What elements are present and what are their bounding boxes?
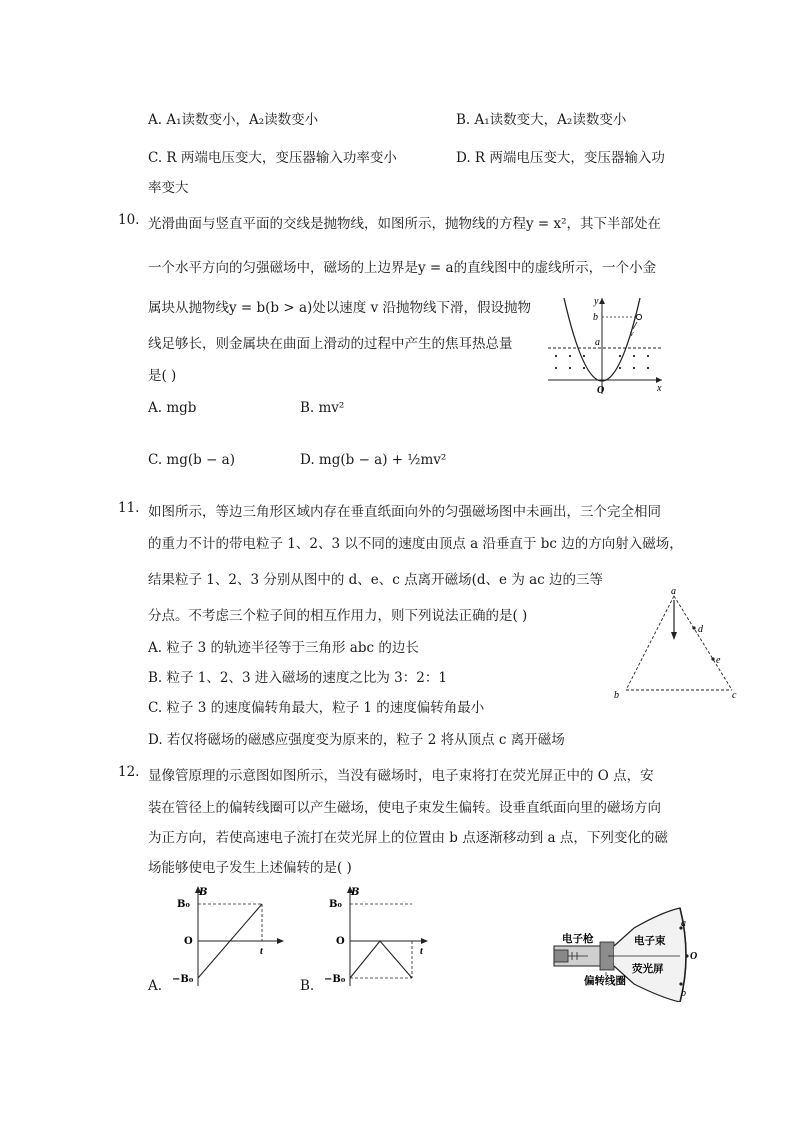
graph-b-B: B <box>351 887 360 898</box>
q10-option-a: A. mgb <box>148 400 197 416</box>
graph-a-label: A. <box>148 978 163 994</box>
q9-option-b: B. A₁读数变大，A₂读数变小 <box>456 112 627 128</box>
q11-line1: 如图所示，等边三角形区域内存在垂直纸面向外的匀强磁场图中未画出，三个完全相同 <box>148 504 661 520</box>
graph-a-negB0: −B₀ <box>172 974 194 985</box>
fig-v-label: v <box>630 329 634 338</box>
graph-b-t: t <box>420 946 423 957</box>
q12-line1: 显像管原理的示意图如图所示，当没有磁场时，电子束将打在荧光屏正中的 O 点，安 <box>148 768 654 784</box>
graph-a-t: t <box>260 946 263 957</box>
q9-option-d: D. R 两端电压变大，变压器输入功 <box>456 150 665 166</box>
q11-option-c: C. 粒子 3 的速度偏转角最大，粒子 1 的速度偏转角最小 <box>148 700 485 716</box>
q10-option-c: C. mg(b − a) <box>148 452 235 468</box>
tube-screen-label: 荧光屏 <box>632 963 664 975</box>
tri-b-label: b <box>614 690 619 701</box>
tube-beam-label: 电子束 <box>634 935 666 947</box>
fig-b-label: b <box>593 312 598 323</box>
graph-a-B: B <box>199 887 208 898</box>
q11-option-b: B. 粒子 1、2、3 进入磁场的速度之比为 3：2：1 <box>148 670 447 686</box>
q11-line4: 分点。不考虑三个粒子间的相互作用力，则下列说法正确的是( ) <box>148 608 528 624</box>
q11-option-d: D. 若仅将磁场的磁感应强度变为原来的，粒子 2 将从顶点 c 离开磁场 <box>148 732 565 748</box>
fig-origin-label: O <box>597 385 605 396</box>
q10-line3: 属块从抛物线y = b(b > a)处以速度 v 沿抛物线下滑，假设抛物 <box>148 300 531 316</box>
q11-option-a: A. 粒子 3 的轨迹半径等于三角形 abc 的边长 <box>148 640 419 656</box>
tube-o-label: O <box>690 951 698 962</box>
tube-b-label: b <box>681 988 686 999</box>
graph-b-O: O <box>336 936 345 947</box>
graph-a-B0: B₀ <box>177 899 190 910</box>
q10-number: 10. <box>118 212 140 228</box>
triangle-figure <box>608 584 744 704</box>
q11-line2: 的重力不计的带电粒子 1、2、3 以不同的速度由顶点 a 沿垂直于 bc 边的方向射入磁场， <box>148 536 683 552</box>
parabola-figure <box>544 294 668 398</box>
q10-line4: 线足够长，则金属块在曲面上滑动的过程中产生的焦耳热总量 <box>148 336 513 352</box>
graph-b-label: B. <box>300 978 315 994</box>
q9-option-a: A. A₁读数变小，A₂读数变小 <box>148 112 319 128</box>
fig-y-label: y <box>594 296 599 307</box>
tri-e-label: e <box>716 655 721 666</box>
tri-c-label: c <box>732 690 737 701</box>
q9-option-d-cont: 率变大 <box>148 180 189 196</box>
q12-line4: 场能够使电子发生上述偏转的是( ) <box>148 860 352 876</box>
graph-a-O: O <box>184 936 193 947</box>
tri-a-label: a <box>671 586 676 597</box>
tri-d-label: d <box>698 624 703 635</box>
fig-a-label: a <box>595 337 600 348</box>
graph-a <box>168 884 288 988</box>
graph-b-B0: B₀ <box>329 899 342 910</box>
graph-b-negB0: −B₀ <box>324 974 346 985</box>
q10-option-d: D. mg(b − a) + ½mv² <box>300 452 447 468</box>
q10-line1: 光滑曲面与竖直平面的交线是抛物线，如图所示，抛物线的方程y = x²，其下半部处在 <box>148 216 662 232</box>
q10-line5: 是( ) <box>148 368 177 384</box>
q11-number: 11. <box>118 500 140 516</box>
q9-option-c: C. R 两端电压变大，变压器输入功率变小 <box>148 150 397 166</box>
fig-x-label: x <box>657 383 662 394</box>
q10-line2: 一个水平方向的匀强磁场中，磁场的上边界是y = a的直线图中的虚线所示，一个小金 <box>148 260 657 276</box>
q12-line3: 为正方向，若使高速电子流打在荧光屏上的位置由 b 点逐渐移动到 a 点，下列变化的磁 <box>148 830 668 846</box>
tube-coil-label: 偏转线圈 <box>584 975 626 987</box>
q11-line3: 结果粒子 1、2、3 分别从图中的 d、e、c 点离开磁场(d、e 为 ac 边的三等 <box>148 572 604 588</box>
q12-line2: 装在管径上的偏转线圈可以产生磁场，使电子束发生偏转。设垂直纸面向里的磁场方向 <box>148 800 661 816</box>
q10-option-b: B. mv² <box>300 400 345 416</box>
crt-tube-figure <box>544 898 704 1002</box>
q12-number: 12. <box>118 764 140 780</box>
graph-b <box>320 884 440 988</box>
tube-gun-label: 电子枪 <box>562 933 594 945</box>
tube-a-label: a <box>681 918 686 929</box>
